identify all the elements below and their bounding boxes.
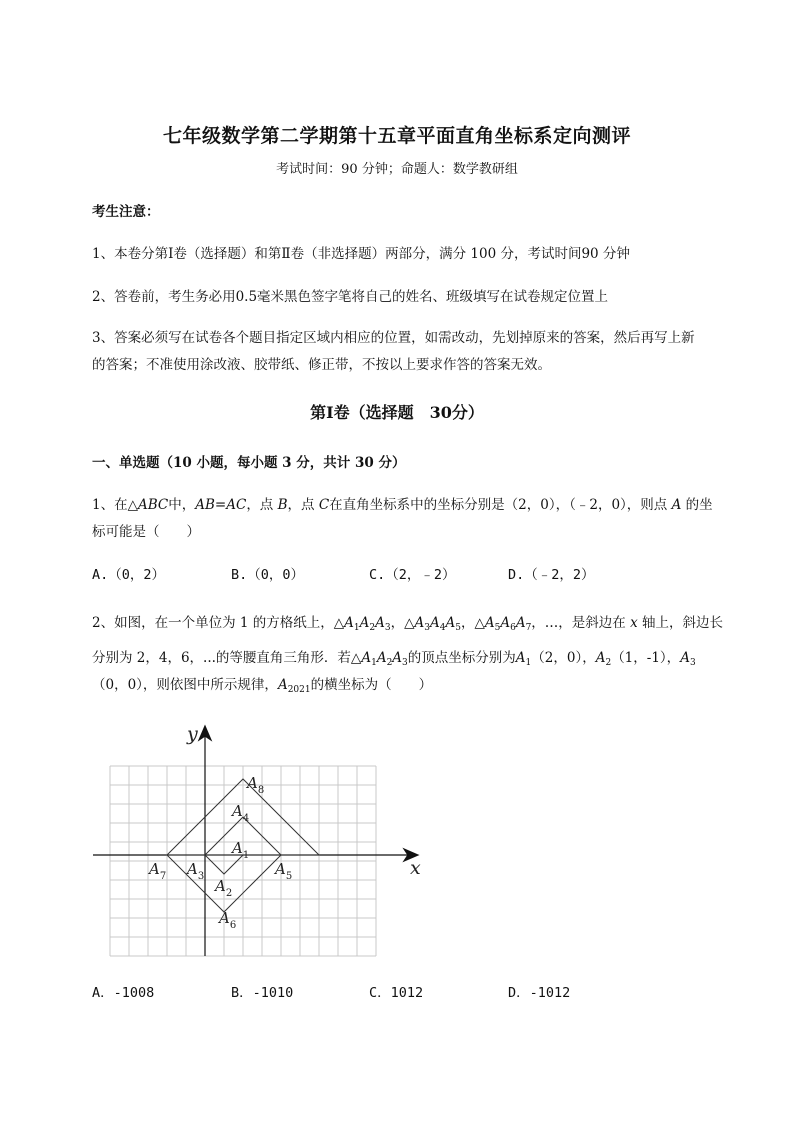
q1-option-d[interactable]: D.（﹣2，2） xyxy=(508,567,595,583)
label-a7: $A_7$ xyxy=(149,860,167,882)
q2-option-c[interactable]: C．1012 xyxy=(369,985,424,1001)
q1-option-a[interactable]: A.（0，2） xyxy=(92,567,166,583)
q1-option-c[interactable]: C.（2，﹣2） xyxy=(369,567,456,583)
notice-item-1: 1、本卷分第Ⅰ卷（选择题）和第Ⅱ卷（非选择题）两部分，满分 100 分，考试时间90 分钟 xyxy=(92,246,630,262)
x-axis-label: x xyxy=(410,857,421,879)
axes xyxy=(93,726,418,956)
q2-option-b[interactable]: B．-1010 xyxy=(231,985,294,1001)
notice-item-2: 2、答卷前，考生务必用0.5毫米黑色签字笔将自己的姓名、班级填写在试卷规定位置上 xyxy=(92,289,609,305)
q2-stem-line2: 分别为 2，4，6，...的等腰直角三角形．若$\triangle A_1A_2A_3$的顶点坐标分别为$A_1(2$，0），$A_2(1$，-1），$A_3$ xyxy=(92,650,696,668)
section-title: 第Ⅰ卷（选择题 30分） xyxy=(310,403,484,422)
exam-info: 考试时间：90 分钟；命题人：数学教研组 xyxy=(276,162,518,177)
q2-option-a[interactable]: A．-1008 xyxy=(92,985,155,1001)
coordinate-grid-figure xyxy=(88,718,428,958)
part-heading: 一、单选题（10 小题，每小题 3 分，共计 30 分） xyxy=(92,455,406,471)
y-axis-label: y xyxy=(187,723,198,745)
figure-labels xyxy=(147,723,421,931)
label-a6: $A_6$ xyxy=(219,909,237,931)
q1-stem-line1: 1、在△ABC中，AB=AC，点 B，点 C在直角坐标系中的坐标分别是（2，0），（﹣2，0），则点 A 的坐 xyxy=(92,497,713,513)
q1-option-b[interactable]: B.（0，0） xyxy=(231,567,305,583)
page-title: 七年级数学第二学期第十五章平面直角坐标系定向测评 xyxy=(162,125,631,147)
q2-option-d[interactable]: D．-1012 xyxy=(508,985,571,1001)
label-a4: $A_4$ xyxy=(232,802,250,824)
label-a5: $A_5$ xyxy=(275,860,293,882)
q1-stem-line2: 标可能是（ ） xyxy=(92,524,200,540)
notice-item-3-cont: 的答案；不准使用涂改液、胶带纸、修正带，不按以上要求作答的答案无效。 xyxy=(92,357,551,373)
q2-stem-line3: （0，0），则依图中所示规律，$A_{2021}$的横坐标为（ ） xyxy=(92,677,433,695)
label-a3: $A_3$ xyxy=(187,860,205,882)
label-a1: $A_1$ xyxy=(232,839,250,861)
q2-stem-line1: 2、如图，在一个单位为 1 的方格纸上，$\triangle A_1A_2A_3$，$\triangle A_3A_4A_5$，$\triangle A_5A_6A_7$，…，是斜边在 x 轴上，斜边长 xyxy=(92,615,724,633)
notice-heading: 考生注意： xyxy=(92,204,160,220)
label-a2: $A_2$ xyxy=(215,877,233,899)
label-a8: $A_8$ xyxy=(247,774,265,796)
notice-item-3: 3、答案必须写在试卷各个题目指定区域内相应的位置，如需改动，先划掉原来的答案，然后再写上新 xyxy=(92,330,695,346)
